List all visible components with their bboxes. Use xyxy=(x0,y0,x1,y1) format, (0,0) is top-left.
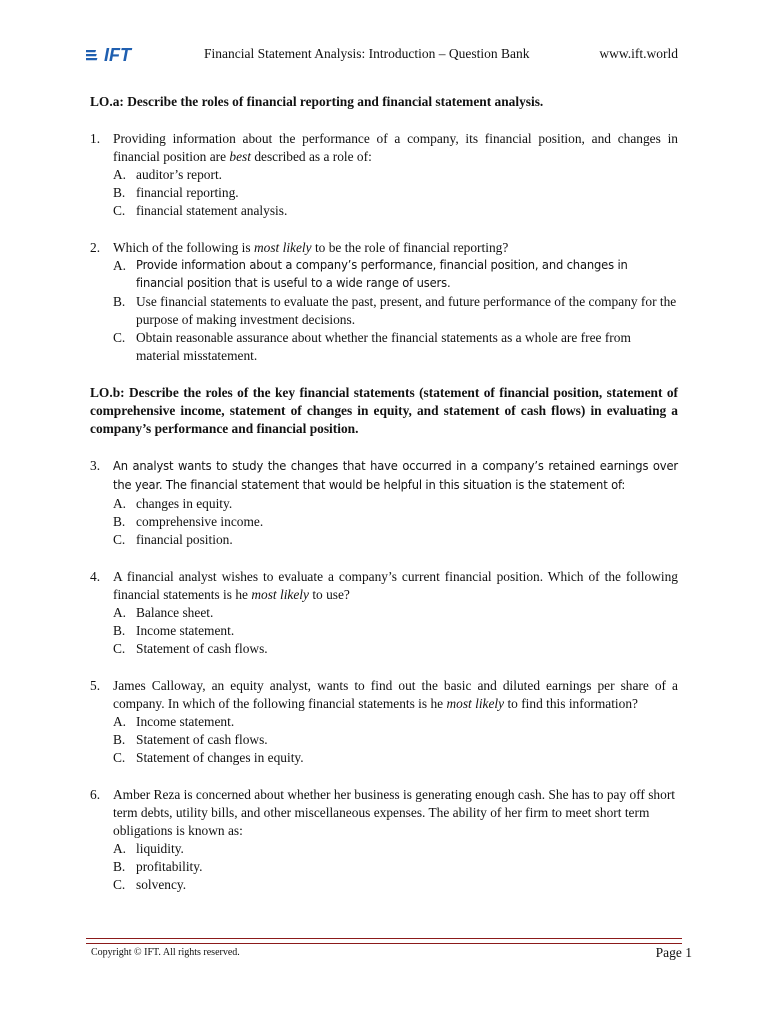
option-b: B. profitability. xyxy=(113,859,203,874)
question-number: 3. xyxy=(90,458,101,473)
option-c: C. Statement of cash flows. xyxy=(113,641,268,656)
question-6 xyxy=(90,786,678,894)
option-b: B. financial reporting. xyxy=(113,185,239,200)
option-c: C. financial statement analysis. xyxy=(113,203,288,218)
option-a: A. Provide information about a company’s performance, financial position, and changes in financial position that is useful to a wide range of users. xyxy=(113,258,628,291)
copyright-notice: Copyright © IFT. All rights reserved. xyxy=(91,947,240,958)
question-number: 5. xyxy=(90,678,101,693)
option-b: B. Statement of cash flows. xyxy=(113,732,268,747)
question-number: 6. xyxy=(90,787,101,802)
footer-divider xyxy=(86,938,682,944)
answer-options xyxy=(113,604,678,658)
question-text: Providing information about the performance of a company, its financial position, and changes in financial position are best described as a role of: xyxy=(113,131,678,164)
question-number: 2. xyxy=(90,240,101,255)
answer-options xyxy=(113,166,678,220)
section-lo-a xyxy=(90,93,678,365)
option-a: A. Income statement. xyxy=(113,714,235,729)
option-b: B. Income statement. xyxy=(113,623,235,638)
option-c: C. financial position. xyxy=(113,532,233,547)
answer-options xyxy=(113,713,678,767)
option-b: B. comprehensive income. xyxy=(113,514,264,529)
option-a: A. Balance sheet. xyxy=(113,605,214,620)
answer-options xyxy=(113,257,678,365)
option-a: A. liquidity. xyxy=(113,841,184,856)
page-number: Page 1 xyxy=(655,945,692,960)
answer-options xyxy=(113,840,678,894)
question-number: 4. xyxy=(90,569,101,584)
website-link[interactable]: www.ift.world xyxy=(599,46,678,61)
question-text: Which of the following is most likely to be the role of financial reporting? xyxy=(113,240,509,255)
page-header xyxy=(86,44,678,66)
question-text: An analyst wants to study the changes that have occurred in a company’s retained earnings over the year. The financial statement that would be helpful in this situation is the statement of: xyxy=(113,459,678,493)
ift-logo xyxy=(86,44,148,64)
question-5 xyxy=(90,677,678,767)
option-c: C. Obtain reasonable assurance about whether the financial statements as a whole are free from material misstatement. xyxy=(113,330,631,363)
section-lo-b xyxy=(90,384,678,894)
learning-objective: LO.b: Describe the roles of the key financial statements (statement of financial position, statement of comprehensive income, statement of changes in equity, and statement of cash flows) in evaluating a company’s performance and financial position. xyxy=(90,385,678,436)
answer-options xyxy=(113,495,678,549)
svg-text:IFT: IFT xyxy=(104,45,131,64)
question-1 xyxy=(90,130,678,220)
option-a: A. changes in equity. xyxy=(113,496,233,511)
learning-objective: LO.a: Describe the roles of financial reporting and financial statement analysis. xyxy=(90,94,544,109)
question-number: 1. xyxy=(90,131,101,146)
option-c: C. Statement of changes in equity. xyxy=(113,750,304,765)
option-c: C. solvency. xyxy=(113,877,187,892)
question-3 xyxy=(90,457,678,549)
question-2 xyxy=(90,239,678,365)
question-bank xyxy=(90,93,678,913)
question-4 xyxy=(90,568,678,658)
document-title: Financial Statement Analysis: Introduction – Question Bank xyxy=(204,46,530,61)
question-text: James Calloway, an equity analyst, wants to find out the basic and diluted earnings per share of a company. In which of the following financial statements is he most likely to find this information? xyxy=(113,678,678,711)
option-a: A. auditor’s report. xyxy=(113,167,223,182)
question-text: A financial analyst wishes to evaluate a company’s current financial position. Which of the following financial statements is he most likely to use? xyxy=(113,569,678,602)
option-b: B. Use financial statements to evaluate the past, present, and future performance of the company for the purpose of making investment decisions. xyxy=(113,294,677,327)
question-text: Amber Reza is concerned about whether her business is generating enough cash. She has to pay off short term debts, utility bills, and other miscellaneous expenses. The ability of her firm to meet short term obligations is known as: xyxy=(113,787,676,838)
